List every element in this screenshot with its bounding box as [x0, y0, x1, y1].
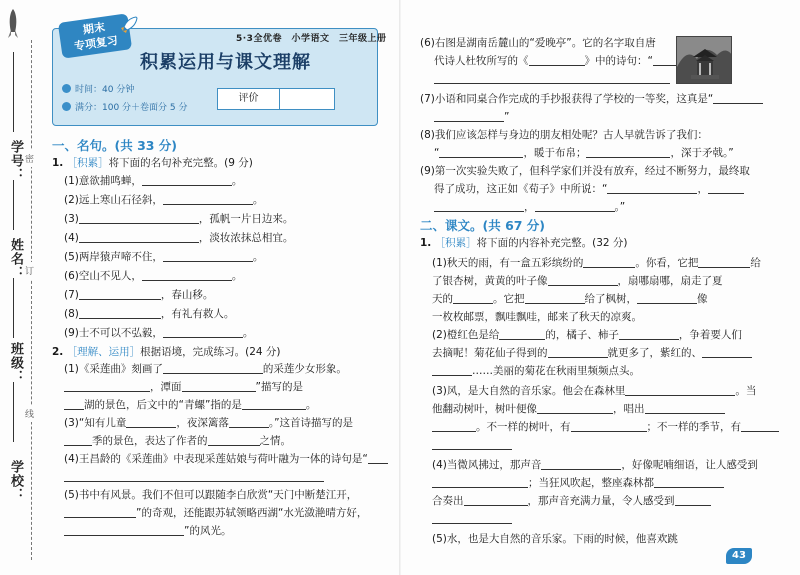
q2-item-6-line3 — [434, 72, 670, 86]
item-tail: 。 — [231, 270, 243, 282]
fill-item-1 — [64, 174, 242, 188]
line-text: 》中的诗句：“ — [584, 55, 653, 67]
answer-blank[interactable] — [654, 477, 724, 488]
item-tail: ，春山移。 — [160, 289, 214, 301]
line-text: 就更多了，紫红的、 — [607, 347, 702, 359]
s2-line-2 — [432, 274, 723, 288]
s2-line-1 — [432, 256, 761, 270]
fill-item-9 — [64, 326, 253, 340]
answer-blank[interactable] — [64, 471, 324, 482]
question-tag: ［积累］ — [434, 237, 477, 249]
fill-item-3 — [64, 212, 293, 226]
answer-blank[interactable] — [142, 270, 232, 281]
fold-dashed-line — [31, 40, 32, 560]
s2-line-14 — [432, 494, 711, 508]
badge-line2: 专项复习 — [73, 33, 119, 53]
s2-line-7 — [432, 364, 640, 378]
section2-question-1-head — [420, 236, 628, 250]
fill-item-4 — [64, 231, 293, 245]
line-text: (3)“知有儿童 — [64, 417, 127, 429]
line-text: (2)橙红色是给 — [432, 329, 500, 341]
question-number: 1. — [52, 157, 64, 169]
q2-item-9-line2 — [434, 182, 744, 196]
q2-item-9-line1 — [420, 164, 750, 178]
answer-blank[interactable] — [163, 251, 253, 262]
answer-blank[interactable] — [229, 417, 269, 428]
page-title: 积累运用与课文理解 — [140, 52, 311, 73]
s2-line-4 — [432, 310, 642, 324]
answer-blank[interactable] — [142, 175, 232, 186]
s2-line-6 — [432, 346, 752, 360]
answer-blank[interactable] — [548, 347, 608, 358]
q2-line-1 — [64, 362, 347, 376]
q2-line-7 — [64, 488, 357, 502]
line-text: 。当 — [735, 385, 757, 397]
answer-blank[interactable] — [434, 73, 670, 84]
answer-blank[interactable] — [432, 439, 512, 450]
item-text: (6)空山不见人， — [64, 270, 142, 282]
answer-blank[interactable] — [537, 403, 613, 414]
answer-blank[interactable] — [708, 183, 744, 194]
q2-item-8-line1 — [420, 128, 708, 142]
answer-blank[interactable] — [645, 403, 725, 414]
answer-blank[interactable] — [529, 55, 585, 66]
line-text: ，暖于布帛； — [523, 147, 587, 159]
item-tail: ，有礼有救人。 — [160, 308, 235, 320]
seal-ding: 订 — [25, 262, 34, 279]
answer-blank[interactable] — [499, 329, 545, 340]
line-text: 去摘呢！菊花仙子得到的 — [432, 347, 548, 359]
s2-line-9 — [432, 402, 725, 416]
item-tail: 。 — [231, 175, 243, 187]
item-tail: ，孤帆一片日边来。 — [198, 213, 294, 225]
answer-blank[interactable] — [64, 381, 150, 392]
item-tail: ，淡妆浓抹总相宜。 — [198, 232, 294, 244]
line-text: ， — [524, 201, 535, 213]
line-text: 的采莲少女形象。 — [262, 363, 347, 375]
line-text: (5)水，也是大自然的音乐家。下雨的时候， — [432, 533, 636, 545]
item-text: (7) — [64, 289, 79, 301]
time-limit — [62, 82, 134, 95]
badge-line1: 期末 — [82, 20, 106, 37]
q2-item-7-line2 — [434, 110, 509, 124]
item-text: (2)远上寒山石径斜， — [64, 194, 163, 206]
line-text: 季的景色，表达了作者的 — [92, 435, 208, 447]
answer-blank[interactable] — [453, 293, 493, 304]
rocket-icon — [118, 14, 140, 36]
answer-blank[interactable] — [64, 507, 136, 518]
line-text: (3)风，是大自然的音乐家。他会在森林里 — [432, 385, 626, 397]
line-text: 。它把 — [493, 293, 525, 305]
answer-blank[interactable] — [675, 495, 711, 506]
answer-blank[interactable] — [619, 329, 679, 340]
student-id-label: 学号： — [8, 140, 23, 182]
q2-item-7-line1 — [420, 92, 763, 106]
s2-line-5 — [432, 328, 742, 342]
question-number: 1. — [420, 237, 432, 249]
school-label: 学校： — [8, 460, 23, 502]
answer-blank[interactable] — [741, 421, 779, 432]
line-text: 一枚枚邮票，飘哇飘哇，邮来了秋天的凉爽。 — [432, 311, 642, 323]
line-text: ，争着要人们 — [678, 329, 742, 341]
line-text: (8)我们应该怎样与身边的朋友相处呢？古人早就告诉了我们： — [420, 129, 708, 141]
line-text: 。”这首诗描写的是 — [268, 417, 354, 429]
class-line — [13, 278, 14, 338]
answer-blank[interactable] — [242, 399, 306, 410]
line-text: ；不一样的季节，有 — [646, 421, 741, 433]
q2-line-4 — [64, 416, 353, 430]
line-text: (6)右图是湖南岳麓山的“爱晚亭”。它的名字取自唐 — [420, 37, 656, 49]
line-text: ，扇哪扇哪，扇走了夏 — [617, 275, 723, 287]
line-text: (7)小语和同桌合作完成的手抄报获得了学校的一等奖，这真是“ — [420, 93, 714, 105]
answer-blank[interactable] — [208, 435, 260, 446]
line-text: ” — [504, 111, 510, 123]
answer-blank[interactable] — [163, 363, 263, 374]
answer-blank[interactable] — [439, 147, 523, 158]
item-tail: 。 — [252, 194, 264, 206]
line-text: 合奏出 — [432, 495, 464, 507]
s2-line-10 — [432, 420, 779, 434]
answer-blank[interactable] — [541, 459, 621, 470]
answer-blank[interactable] — [434, 201, 524, 212]
line-text: ”描写的是 — [255, 381, 303, 393]
s2-line-3 — [432, 292, 708, 306]
line-text: ，那声音充满力量，令人感受到 — [527, 495, 675, 507]
school-line — [13, 382, 14, 442]
evaluation-box — [217, 88, 335, 110]
line-text: 。” — [614, 201, 626, 213]
answer-blank[interactable] — [64, 525, 184, 536]
q2-line-6b — [64, 470, 324, 484]
s2-line-15 — [432, 512, 512, 526]
name-line — [13, 180, 14, 230]
question-2-head — [52, 345, 281, 359]
answer-blank[interactable] — [79, 232, 199, 243]
pavilion-image — [677, 37, 732, 84]
s2-line-8 — [432, 384, 756, 398]
s2-line-11 — [432, 438, 512, 452]
question-tag: ［理解、运用］ — [66, 346, 141, 358]
answer-blank[interactable] — [79, 308, 161, 319]
s2-line-12 — [432, 458, 758, 472]
q2-line-3 — [64, 398, 316, 412]
evaluation-field[interactable] — [280, 89, 334, 109]
answer-blank[interactable] — [548, 275, 618, 286]
question-1-head — [52, 156, 253, 170]
line-text: 之情。 — [259, 435, 291, 447]
page-number: 43 — [726, 548, 752, 564]
q2-line-6 — [64, 452, 388, 466]
line-text: ”的风光。 — [184, 525, 232, 537]
answer-blank[interactable] — [432, 365, 472, 376]
line-text: 。 — [305, 399, 317, 411]
item-text: (8) — [64, 308, 79, 320]
q2-item-8-line2 — [434, 146, 734, 160]
answer-blank[interactable] — [126, 417, 176, 428]
line-text: 他喜欢跳 — [635, 533, 678, 545]
item-text: (1)意欲捕鸣蝉， — [64, 175, 142, 187]
aiwan-pavilion-photo — [676, 36, 732, 84]
line-text: 他翻动树叶，树叶便像 — [432, 403, 537, 415]
line-text: 了银杏树，黄黄的叶子像 — [432, 275, 548, 287]
line-text: 。你看，它把 — [635, 257, 699, 269]
line-text: 给了枫树， — [584, 293, 637, 305]
line-text: “ — [434, 147, 440, 159]
student-id-line — [13, 52, 14, 132]
answer-blank[interactable] — [571, 421, 647, 432]
class-label: 班级： — [8, 342, 23, 384]
question-tag: ［积累］ — [66, 157, 109, 169]
time-text: 时间：40 分钟 — [75, 85, 135, 95]
question-number: 2. — [52, 346, 64, 358]
score-text: 满分：100 分＋卷面分 5 分 — [75, 103, 188, 113]
answer-blank[interactable] — [79, 289, 161, 300]
line-text: ”的奇观，还能跟苏轼领略西湖“ — [136, 507, 284, 519]
answer-blank[interactable] — [64, 399, 84, 410]
answer-blank[interactable] — [607, 183, 697, 194]
answer-blank[interactable] — [64, 435, 92, 446]
answer-blank[interactable] — [525, 293, 585, 304]
fill-item-2 — [64, 193, 263, 207]
line-text: ，夜深篱落 — [176, 417, 229, 429]
fill-item-8 — [64, 307, 234, 321]
line-text: 得了成功，这正如《荀子》中所说：“ — [434, 183, 608, 195]
section-title-2: 二、课文。(共 67 分) — [420, 218, 546, 233]
item-text: (4) — [64, 232, 79, 244]
answer-blank[interactable] — [368, 453, 388, 464]
check-icon — [62, 102, 71, 111]
line-text: (1)《采莲曲》刻画了 — [64, 363, 163, 375]
line-text: (4)当微风拂过，那声音 — [432, 459, 542, 471]
item-text: (9)士不可以不弘毅， — [64, 327, 163, 339]
q2-line-2 — [64, 380, 303, 394]
question-text: 根据语境，完成练习。(24 分) — [140, 346, 281, 358]
q2-line-5 — [64, 434, 291, 448]
answer-blank[interactable] — [182, 381, 256, 392]
answer-blank[interactable] — [432, 421, 476, 432]
line-text: 。不一样的树叶，有 — [476, 421, 571, 433]
line-text: ，好像呢喃细语，让人感受到 — [621, 459, 758, 471]
evaluation-label: 评价 — [218, 89, 280, 109]
question-text: 将下面的内容补充完整。(32 分) — [476, 237, 628, 249]
clock-icon — [62, 84, 71, 93]
answer-blank[interactable] — [432, 477, 528, 488]
line-text: (4)王昌龄的《采莲曲》中表现采莲姑娘与荷叶融为一体的诗句是“ — [64, 453, 368, 465]
fill-item-6 — [64, 269, 242, 283]
answer-blank[interactable] — [535, 201, 615, 212]
answer-blank[interactable] — [586, 147, 670, 158]
answer-blank[interactable] — [637, 293, 697, 304]
answer-blank[interactable] — [625, 385, 735, 396]
book-series-label: 5·3全优卷 小学语文 三年级上册 — [236, 34, 387, 44]
line-text: 像 — [697, 293, 708, 305]
line-text: (9)第一次实验失败了，但科学家们并没有放弃，经过不断努力，最终取 — [420, 165, 750, 177]
answer-blank[interactable] — [163, 194, 253, 205]
answer-blank[interactable] — [713, 93, 763, 104]
answer-blank[interactable] — [79, 213, 199, 224]
s2-line-16 — [432, 532, 678, 546]
seal-mi: 密 — [25, 150, 34, 167]
line-text: 给 — [750, 257, 761, 269]
q2-line-8 — [64, 506, 367, 520]
line-text: 代诗人杜牧所写的《 — [434, 55, 529, 67]
answer-blank[interactable] — [432, 513, 512, 524]
line-text: 水光潋滟晴方好， — [283, 507, 368, 519]
item-text: (5)两岸猿声啼不住， — [64, 251, 163, 263]
line-text: ，深于矛戟。” — [670, 147, 734, 159]
answer-blank[interactable] — [702, 347, 752, 358]
full-score — [62, 100, 188, 113]
line-text: 的，橘子、柿子 — [545, 329, 619, 341]
answer-blank[interactable] — [464, 495, 528, 506]
q2-item-6-line2 — [434, 54, 713, 68]
item-tail: 。 — [252, 251, 264, 263]
line-text: ……美丽的菊花在秋雨里频频点头。 — [472, 365, 640, 377]
line-text: 湖的景色，后文中的“青螺”指的是 — [84, 399, 242, 411]
line-text: ，潭面 — [150, 381, 182, 393]
q2-line-9 — [64, 524, 231, 538]
line-text: (1)秋天的雨，有一盒五彩缤纷的 — [432, 257, 584, 269]
line-text: (5)书中有风景。我们不但可以跟随李白欣赏“天门中断楚江开， — [64, 489, 358, 501]
section-title-1: 一、名句。(共 33 分) — [52, 138, 178, 153]
page-spine — [399, 0, 401, 575]
question-text: 将下面的名句补充完整。(9 分) — [108, 157, 253, 169]
seal-line: 线 — [25, 405, 34, 422]
fill-item-5 — [64, 250, 263, 264]
fill-item-7 — [64, 288, 213, 302]
line-text: ；当狂风吹起，整座森林都 — [528, 477, 654, 489]
line-text: ，唱出 — [613, 403, 645, 415]
rocket-icon — [6, 8, 20, 42]
answer-blank[interactable] — [583, 257, 635, 268]
q2-item-9-line3 — [434, 200, 625, 214]
name-label: 姓名： — [8, 238, 23, 280]
answer-blank[interactable] — [434, 111, 504, 122]
item-text: (3) — [64, 213, 79, 225]
s2-line-13 — [432, 476, 724, 490]
answer-blank[interactable] — [698, 257, 750, 268]
line-text: ， — [697, 183, 708, 195]
answer-blank[interactable] — [163, 327, 243, 338]
line-text: 天的 — [432, 293, 453, 305]
q2-item-6-line1 — [420, 36, 656, 50]
item-tail: 。 — [242, 327, 254, 339]
binding-strip — [0, 0, 46, 575]
